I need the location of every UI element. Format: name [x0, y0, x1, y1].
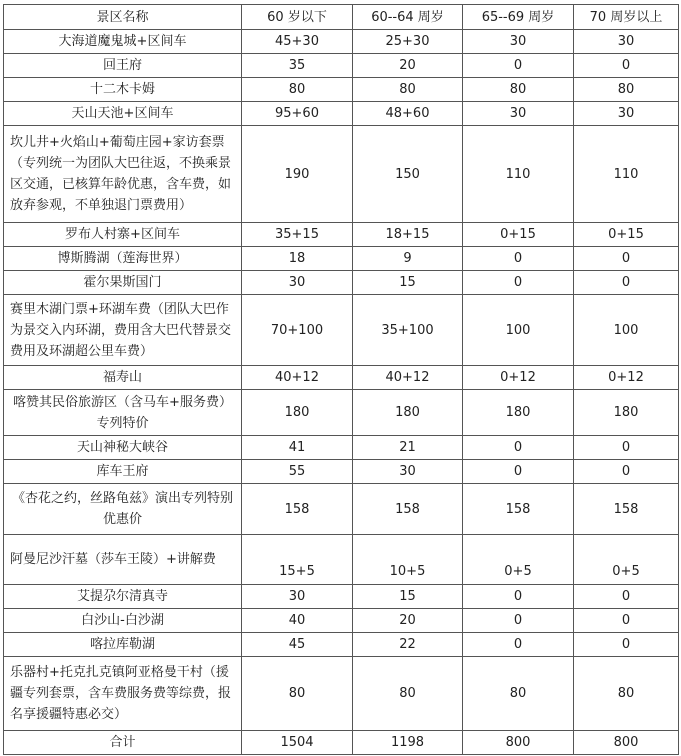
- price-over-70-cell: 0: [574, 633, 679, 657]
- header-over-70: 70 周岁以上: [574, 5, 679, 30]
- scenic-name-cell: 合计: [4, 731, 242, 755]
- price-over-70-cell: 0: [574, 54, 679, 78]
- table-row: [4, 609, 679, 633]
- scenic-name-cell: 喀拉库勒湖: [4, 633, 242, 657]
- price-over-70-cell: 80: [574, 78, 679, 102]
- price-60-64-cell: 48+60: [353, 102, 463, 126]
- price-65-69-cell: 0: [463, 54, 574, 78]
- price-65-69-cell: 0+15: [463, 223, 574, 247]
- header-65-69: 65--69 周岁: [463, 5, 574, 30]
- price-65-69-cell: 110: [463, 126, 574, 223]
- price-over-70-cell: 0: [574, 436, 679, 460]
- table-row: [4, 633, 679, 657]
- price-table: [3, 4, 679, 755]
- price-65-69-cell: 180: [463, 390, 574, 436]
- scenic-name-cell: 坎儿井+火焰山+葡萄庄园+家访套票（专列统一为团队大巴往返，不换乘景区交通，已核算年龄优惠，含车费，如放弃参观，不单独退门票费用）: [4, 126, 242, 223]
- price-65-69-cell: 158: [463, 484, 574, 535]
- table-row: [4, 366, 679, 390]
- price-under-60-cell: 158: [242, 484, 353, 535]
- price-over-70-cell: 0: [574, 609, 679, 633]
- price-65-69-cell: 80: [463, 657, 574, 731]
- price-60-64-cell: 20: [353, 609, 463, 633]
- table-row: [4, 657, 679, 731]
- price-over-70-cell: 80: [574, 657, 679, 731]
- price-60-64-cell: 150: [353, 126, 463, 223]
- price-65-69-cell: 30: [463, 30, 574, 54]
- price-under-60-cell: 80: [242, 657, 353, 731]
- table-row: [4, 126, 679, 223]
- price-over-70-cell: 0: [574, 271, 679, 295]
- price-over-70-cell: 800: [574, 731, 679, 755]
- price-under-60-cell: 30: [242, 585, 353, 609]
- scenic-name-cell: 大海道魔鬼城+区间车: [4, 30, 242, 54]
- scenic-name-cell: 十二木卡姆: [4, 78, 242, 102]
- price-60-64-cell: 21: [353, 436, 463, 460]
- total-row: [4, 731, 679, 755]
- price-under-60-cell: 45+30: [242, 30, 353, 54]
- price-65-69-cell: 0: [463, 460, 574, 484]
- price-under-60-cell: 190: [242, 126, 353, 223]
- table-row: [4, 484, 679, 535]
- price-65-69-cell: 800: [463, 731, 574, 755]
- price-over-70-cell: 0: [574, 247, 679, 271]
- price-under-60-cell: 35+15: [242, 223, 353, 247]
- price-under-60-cell: 40+12: [242, 366, 353, 390]
- price-65-69-cell: 0+5: [463, 535, 574, 585]
- table-row: [4, 535, 679, 585]
- table-row: [4, 54, 679, 78]
- header-scenic-name: 景区名称: [4, 5, 242, 30]
- price-over-70-cell: 158: [574, 484, 679, 535]
- scenic-name-cell: 罗布人村寨+区间车: [4, 223, 242, 247]
- price-60-64-cell: 22: [353, 633, 463, 657]
- price-65-69-cell: 0+12: [463, 366, 574, 390]
- table-row: [4, 436, 679, 460]
- price-60-64-cell: 10+5: [353, 535, 463, 585]
- price-under-60-cell: 30: [242, 271, 353, 295]
- scenic-name-cell: 《杏花之约，丝路龟兹》演出专列特别优惠价: [4, 484, 242, 535]
- table-row: [4, 247, 679, 271]
- price-65-69-cell: 80: [463, 78, 574, 102]
- scenic-name-cell: 库车王府: [4, 460, 242, 484]
- price-60-64-cell: 40+12: [353, 366, 463, 390]
- price-65-69-cell: 100: [463, 295, 574, 366]
- table-row: [4, 585, 679, 609]
- price-65-69-cell: 30: [463, 102, 574, 126]
- price-65-69-cell: 0: [463, 609, 574, 633]
- price-under-60-cell: 15+5: [242, 535, 353, 585]
- scenic-name-cell: 白沙山-白沙湖: [4, 609, 242, 633]
- price-65-69-cell: 0: [463, 271, 574, 295]
- price-over-70-cell: 0+5: [574, 535, 679, 585]
- price-65-69-cell: 0: [463, 247, 574, 271]
- price-over-70-cell: 0+12: [574, 366, 679, 390]
- price-60-64-cell: 180: [353, 390, 463, 436]
- price-60-64-cell: 25+30: [353, 30, 463, 54]
- price-under-60-cell: 70+100: [242, 295, 353, 366]
- price-over-70-cell: 0: [574, 460, 679, 484]
- price-65-69-cell: 0: [463, 633, 574, 657]
- price-under-60-cell: 18: [242, 247, 353, 271]
- scenic-name-cell: 天山天池+区间车: [4, 102, 242, 126]
- table-row: [4, 390, 679, 436]
- price-under-60-cell: 1504: [242, 731, 353, 755]
- header-60-64: 60--64 周岁: [353, 5, 463, 30]
- scenic-name-cell: 喀赞其民俗旅游区（含马车+服务费）专列特价: [4, 390, 242, 436]
- scenic-name-cell: 博斯腾湖（莲海世界）: [4, 247, 242, 271]
- header-under-60: 60 岁以下: [242, 5, 353, 30]
- price-60-64-cell: 35+100: [353, 295, 463, 366]
- price-60-64-cell: 80: [353, 657, 463, 731]
- table-header-row: [4, 5, 679, 30]
- price-65-69-cell: 0: [463, 436, 574, 460]
- price-over-70-cell: 0+15: [574, 223, 679, 247]
- table-row: [4, 78, 679, 102]
- table-row: [4, 30, 679, 54]
- scenic-name-cell: 阿曼尼沙汗墓（莎车王陵）+讲解费: [4, 535, 242, 585]
- price-over-70-cell: 30: [574, 30, 679, 54]
- price-60-64-cell: 20: [353, 54, 463, 78]
- price-60-64-cell: 18+15: [353, 223, 463, 247]
- price-under-60-cell: 40: [242, 609, 353, 633]
- price-over-70-cell: 110: [574, 126, 679, 223]
- table-row: [4, 223, 679, 247]
- scenic-name-cell: 赛里木湖门票+环湖车费（团队大巴作为景交入内环湖，费用含大巴代替景交费用及环湖超公里车费）: [4, 295, 242, 366]
- table-row: [4, 295, 679, 366]
- scenic-name-cell: 福寿山: [4, 366, 242, 390]
- price-under-60-cell: 80: [242, 78, 353, 102]
- table-row: [4, 460, 679, 484]
- price-over-70-cell: 100: [574, 295, 679, 366]
- price-over-70-cell: 180: [574, 390, 679, 436]
- price-table-body: [4, 5, 679, 755]
- price-over-70-cell: 30: [574, 102, 679, 126]
- price-60-64-cell: 1198: [353, 731, 463, 755]
- price-under-60-cell: 41: [242, 436, 353, 460]
- scenic-name-cell: 艾提尕尔清真寺: [4, 585, 242, 609]
- price-65-69-cell: 0: [463, 585, 574, 609]
- scenic-name-cell: 回王府: [4, 54, 242, 78]
- price-under-60-cell: 35: [242, 54, 353, 78]
- table-row: [4, 102, 679, 126]
- table-row: [4, 271, 679, 295]
- price-over-70-cell: 0: [574, 585, 679, 609]
- price-under-60-cell: 45: [242, 633, 353, 657]
- price-under-60-cell: 95+60: [242, 102, 353, 126]
- price-under-60-cell: 180: [242, 390, 353, 436]
- price-60-64-cell: 158: [353, 484, 463, 535]
- scenic-name-cell: 天山神秘大峡谷: [4, 436, 242, 460]
- price-under-60-cell: 55: [242, 460, 353, 484]
- price-60-64-cell: 9: [353, 247, 463, 271]
- price-60-64-cell: 80: [353, 78, 463, 102]
- scenic-name-cell: 霍尔果斯国门: [4, 271, 242, 295]
- price-60-64-cell: 15: [353, 271, 463, 295]
- price-60-64-cell: 30: [353, 460, 463, 484]
- scenic-name-cell: 乐器村+托克扎克镇阿亚格曼干村（援疆专列套票，含车费服务费等综费，报名享援疆特惠必交）: [4, 657, 242, 731]
- price-60-64-cell: 15: [353, 585, 463, 609]
